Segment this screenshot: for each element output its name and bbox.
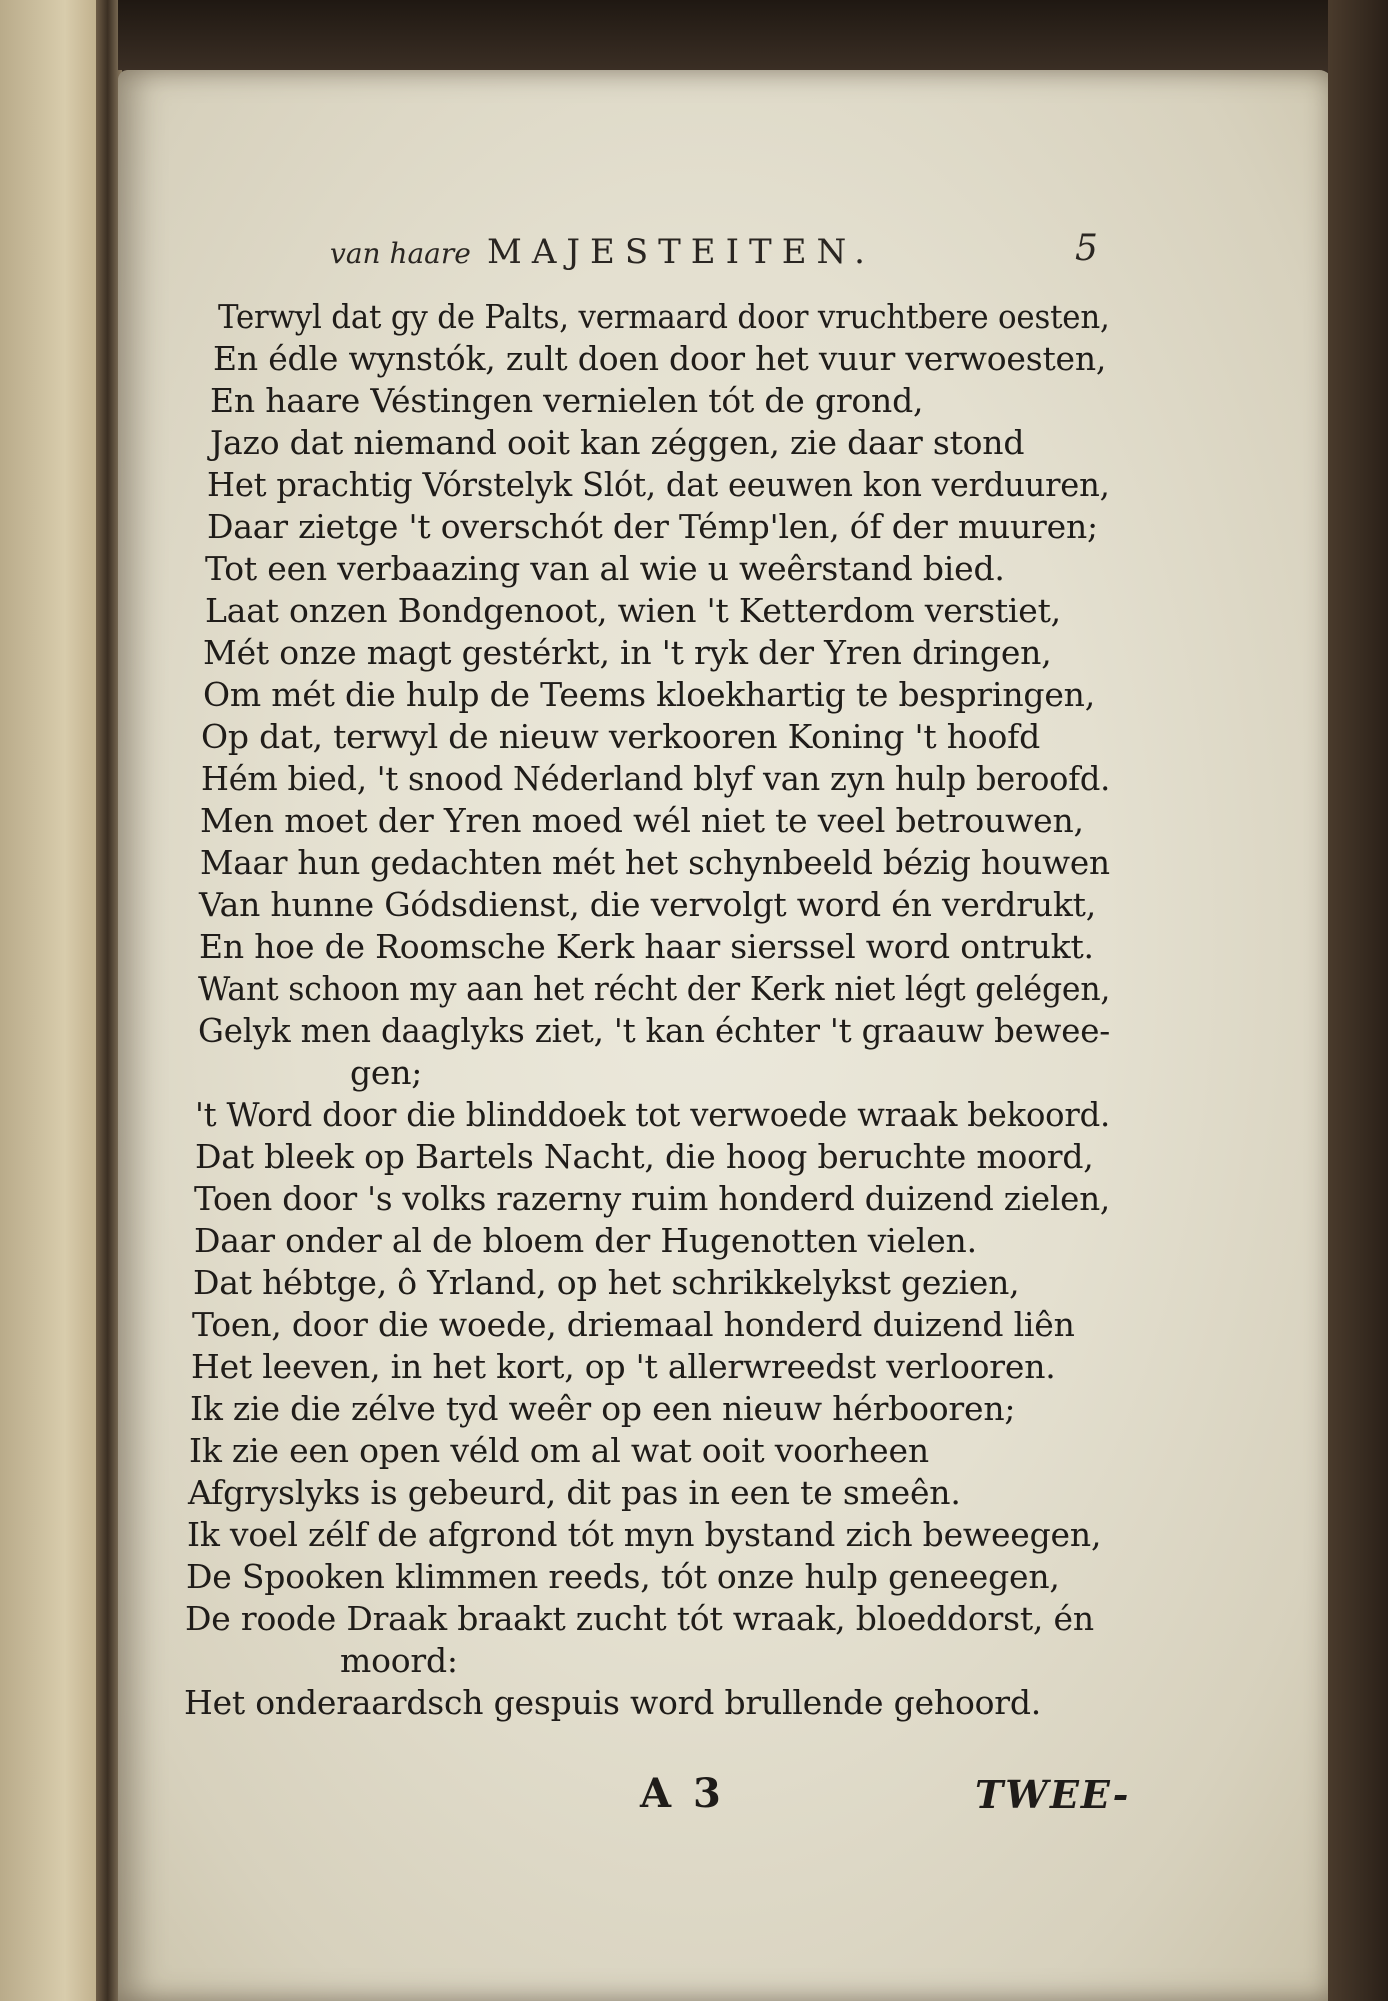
verse-line-continuation: moord: [340, 1641, 458, 1680]
verse-line: Afgryslyks is gebeurd, dit pas in een te smeên. [188, 1473, 961, 1512]
verse-line: Op dat, terwyl de nieuw verkooren Koning 't hoofd [201, 717, 1041, 756]
verse-line: Het onderaardsch gespuis word brullende gehoord. [184, 1683, 1042, 1722]
verse-line: Ik voel zélf de afgrond tót myn bystand zich beweegen, [187, 1515, 1102, 1554]
verse-line: Gelyk men daaglyks ziet, 't kan échter 't graauw bewee- [198, 1011, 1111, 1050]
verse-line: Laat onzen Bondgenoot, wien 't Ketterdom verstiet, [205, 591, 1061, 630]
verse-line: Daar zietge 't overschót der Témp'len, óf der muuren; [207, 507, 1098, 546]
verse-line: De roode Draak braakt zucht tót wraak, bloeddorst, én [185, 1599, 1094, 1638]
verse-line: De Spooken klimmen reeds, tót onze hulp geneegen, [186, 1557, 1060, 1596]
verse-line: Tot een verbaazing van al wie u weêrstand bied. [205, 549, 1005, 588]
verse-line: Daar onder al de bloem der Hugenotten vielen. [194, 1221, 977, 1260]
verse-line: Mét onze magt gestérkt, in 't ryk der Yren dringen, [203, 633, 1052, 672]
verse-line: Toen, door die woede, driemaal honderd duizend liên [192, 1305, 1075, 1344]
verse-line: 't Word door die blinddoek tot verwoede wraak bekoord. [195, 1095, 1111, 1134]
verse-line: Want schoon my aan het récht der Kerk niet légt gelégen, [198, 969, 1111, 1008]
verse-line: Om mét die hulp de Teems kloekhartig te bespringen, [203, 675, 1095, 714]
verse-line: En hoe de Roomsche Kerk haar sierssel word ontrukt. [199, 927, 1094, 966]
running-head-prefix: van haare [330, 237, 471, 270]
verse-line: Terwyl dat gy de Palts, vermaard door vruchtbere oesten, [218, 297, 1110, 336]
verse-line: Jazo dat niemand ooit kan zéggen, zie daar stond [210, 423, 1025, 462]
catchword: TWEE- [975, 1772, 1131, 1817]
verse-line: Ik zie die zélve tyd weêr op een nieuw hérbooren; [190, 1389, 1016, 1428]
verse-line: Van hunne Gódsdienst, die vervolgt word én verdrukt, [199, 885, 1096, 924]
verse-line: Dat hébtge, ô Yrland, op het schrikkelykst gezien, [193, 1263, 1020, 1302]
signature-mark: A 3 [640, 1770, 725, 1817]
verse-line: Ik zie een open véld om al wat ooit voorheen [189, 1431, 929, 1470]
verse-line: Maar hun gedachten mét het schynbeeld bézig houwen [200, 843, 1110, 882]
page-number: 5 [1075, 228, 1098, 269]
verse-line: En édle wynstók, zult doen door het vuur verwoesten, [213, 339, 1107, 378]
verse-line: Het prachtig Vórstelyk Slót, dat eeuwen kon verduuren, [207, 465, 1110, 504]
verse-line-continuation: gen; [350, 1053, 423, 1092]
running-head-title: MAJESTEITEN. [487, 232, 875, 272]
verse-line: En haare Véstingen vernielen tót de grond, [210, 381, 924, 420]
verse-line: Het leeven, in het kort, op 't allerwreedst verlooren. [191, 1347, 1056, 1386]
verse-line: Toen door 's volks razerny ruim honderd duizend zielen, [194, 1179, 1111, 1218]
verse-line: Men moet der Yren moed wél niet te veel betrouwen, [200, 801, 1084, 840]
verse-line: Dat bleek op Bartels Nacht, die hoog beruchte moord, [195, 1137, 1094, 1176]
verse-line: Hém bied, 't snood Néderland blyf van zyn hulp beroofd. [201, 759, 1111, 798]
